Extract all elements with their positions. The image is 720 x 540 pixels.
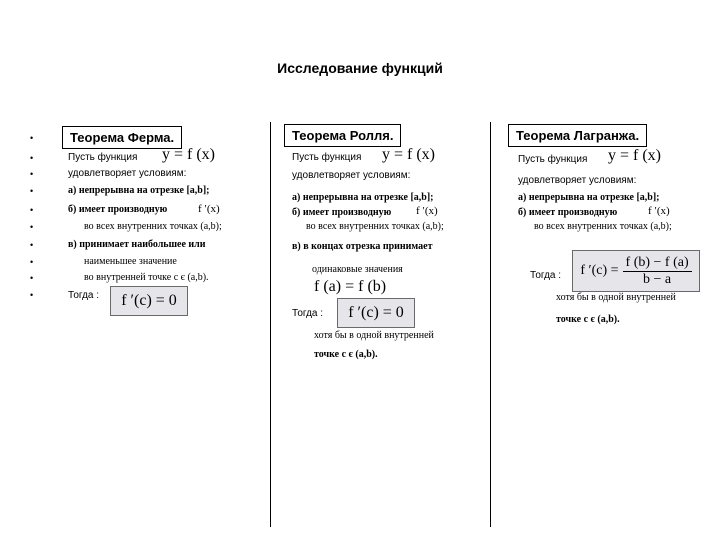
rolle-satisfies: удовлетворяет условиям: — [292, 170, 411, 181]
bullet: • — [30, 169, 34, 179]
fermat-cond-c-cont1: наименьшее значение — [84, 256, 177, 267]
lagrange-cond-a: а) непрерывна на отрезке [a,b]; — [518, 192, 660, 203]
fermat-intro: Пусть функция — [68, 152, 138, 163]
lagrange-tail1: хотя бы в одной внутренней — [556, 292, 676, 303]
lagrange-result-box — [572, 250, 700, 292]
fermat-cond-b: б) имеет производную — [68, 204, 168, 215]
lagrange-intro: Пусть функция — [518, 154, 588, 165]
lagrange-result-denominator: b − a — [643, 271, 672, 287]
column-divider-right — [490, 122, 491, 527]
lagrange-heading: Теорема Лагранжа. — [508, 124, 647, 147]
rolle-then: Тогда : — [292, 308, 324, 319]
lagrange-cond-b: б) имеет производную — [518, 207, 618, 218]
lagrange-result-numerator: f (b) − f (a) — [623, 255, 692, 272]
rolle-result: f ′(c) = 0 — [348, 304, 404, 321]
bullet: • — [30, 290, 34, 300]
bullet: • — [30, 222, 34, 232]
lagrange-satisfies: удовлетворяет условиям: — [518, 175, 637, 186]
fermat-result: f ′(c) = 0 — [121, 292, 177, 309]
lagrange-then: Тогда : — [530, 270, 562, 281]
rolle-cond-c: в) в концах отрезка принимает — [292, 241, 433, 252]
fermat-heading: Теорема Ферма. — [62, 126, 182, 149]
fermat-cond-a: а) непрерывна на отрезке [a,b]; — [68, 185, 210, 196]
rolle-result-box — [337, 298, 415, 328]
lagrange-result-fraction — [623, 255, 692, 288]
bullet: • — [30, 133, 34, 143]
rolle-heading: Теорема Ролля. — [284, 124, 401, 147]
rolle-formula-deriv: f ′(x) — [416, 205, 438, 217]
page-title: Исследование функций — [277, 60, 443, 76]
lagrange-formula-y: y = f (x) — [608, 147, 662, 164]
fermat-satisfies: удовлетворяет условиям: — [68, 168, 187, 179]
rolle-intro: Пусть функция — [292, 152, 362, 163]
rolle-cond-b: б) имеет производную — [292, 207, 392, 218]
fermat-result-box — [110, 286, 188, 316]
rolle-cond-a: а) непрерывна на отрезке [a,b]; — [292, 192, 434, 203]
fermat-formula-y: y = f (x) — [162, 146, 216, 163]
bullet: • — [30, 186, 34, 196]
bullet: • — [30, 273, 34, 283]
rolle-formula-equal: f (a) = f (b) — [314, 278, 387, 295]
bullet: • — [30, 205, 34, 215]
lagrange-tail2: точке c є (a,b). — [556, 314, 620, 325]
bullet: • — [30, 153, 34, 163]
fermat-then: Тогда : — [68, 290, 100, 301]
rolle-cond-c-cont1: одинаковые значения — [312, 264, 403, 275]
fermat-cond-c: в) принимает наибольшее или — [68, 239, 206, 250]
rolle-formula-y: y = f (x) — [382, 146, 436, 163]
rolle-tail2: точке c є (a,b). — [314, 349, 378, 360]
fermat-formula-deriv: f ′(x) — [198, 203, 220, 215]
lagrange-result-lhs: f ′(c) = — [580, 263, 619, 278]
fermat-cond-b-cont: во всех внутренних точках (a,b); — [84, 221, 222, 232]
column-divider-left — [270, 122, 271, 527]
fermat-cond-c-cont2: во внутренней точке c є (a,b). — [84, 272, 209, 283]
bullet: • — [30, 240, 34, 250]
lagrange-cond-b-cont: во всех внутренних точках (a,b); — [534, 221, 672, 232]
rolle-cond-b-cont: во всех внутренних точках (a,b); — [306, 221, 444, 232]
lagrange-formula-deriv: f ′(x) — [648, 205, 670, 217]
bullet: • — [30, 257, 34, 267]
rolle-tail1: хотя бы в одной внутренней — [314, 330, 434, 341]
